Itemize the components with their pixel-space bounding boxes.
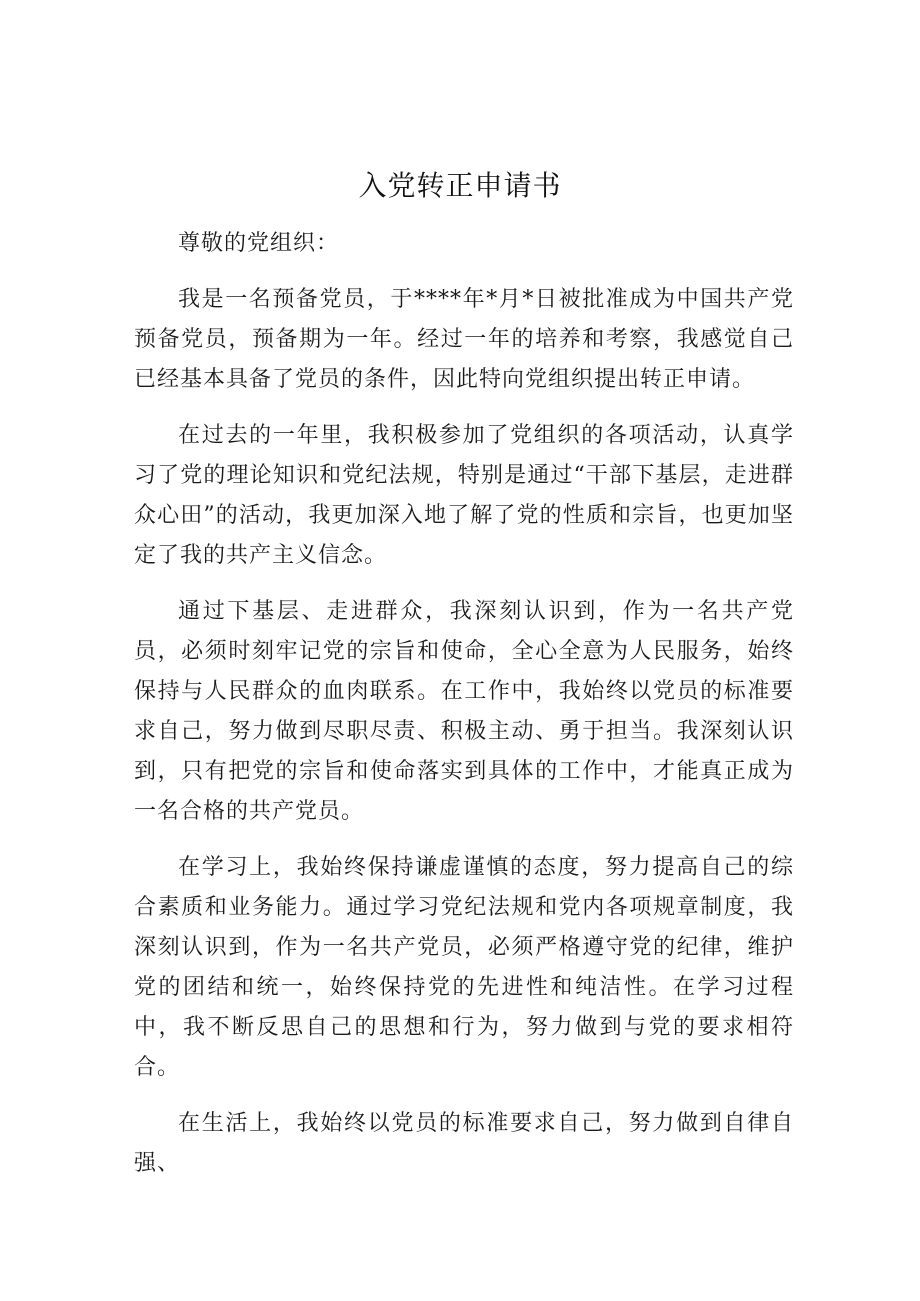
paragraph-4: 在学习上，我始终保持谦虚谨慎的态度，努力提高自己的综合素质和业务能力。通过学习党纪法规和党内各项规章制度，我深刻认识到，作为一名共产党员，必须严格遵守党的纪律，维护党的团结和统一，始终保持党的先进性和纯洁性。在学习过程中，我不断反思自己的思想和行为，努力做到与党的要求相符合。 — [134, 855, 794, 1080]
paragraph-2: 在过去的一年里，我积极参加了党组织的各项活动，认真学习了党的理论知识和党纪法规，特别是通过“干部下基层，走进群众心田”的活动，我更加深入地了解了党的性质和宗旨，也更加坚定了我的共产主义信念。 — [134, 423, 794, 568]
document-title: 入党转正申请书 — [358, 169, 562, 202]
paragraph-1: 我是一名预备党员，于****年*月*日被批准成为中国共产党预备党员，预备期为一年。经过一年的培养和考察，我感觉自己已经基本具备了党员的条件，因此特向党组织提出转正申请。 — [134, 287, 794, 392]
paragraph-5: 在生活上，我始终以党员的标准要求自己，努力做到自律自强、 — [134, 1111, 794, 1176]
salutation: 尊敬的党组织： — [178, 231, 340, 256]
paragraph-3: 通过下基层、走进群众，我深刻认识到，作为一名共产党员，必须时刻牢记党的宗旨和使命，全心全意为人民服务，始终保持与人民群众的血肉联系。在工作中，我始终以党员的标准要求自己，努力做到尽职尽责、积极主动、勇于担当。我深刻认识到，只有把党的宗旨和使命落实到具体的工作中，才能真正成为一名合格的共产党员。 — [134, 599, 794, 824]
document-body — [134, 224, 794, 1200]
